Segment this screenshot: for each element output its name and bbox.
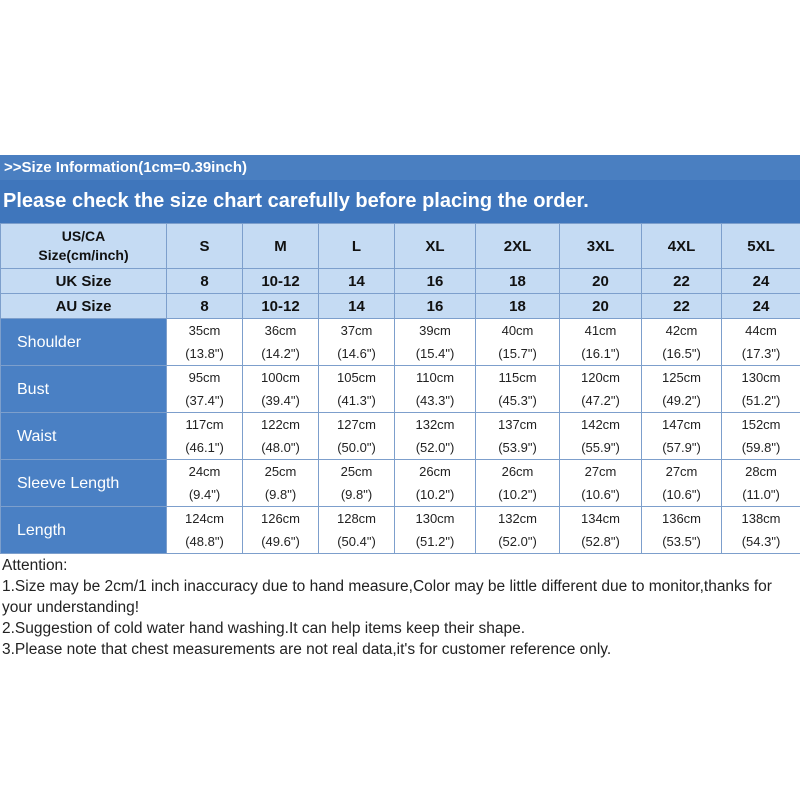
- inch-value: (47.2"): [581, 393, 620, 408]
- measurement-cell: [319, 366, 395, 413]
- measurement-cell: [319, 319, 395, 366]
- uk-size-value: 20: [560, 269, 642, 294]
- size-header: M: [243, 224, 319, 269]
- measurement-label: Length: [1, 507, 167, 554]
- cm-value: 122cm: [260, 417, 301, 432]
- measurement-row: [1, 460, 800, 507]
- cm-value: 124cm: [184, 511, 225, 526]
- inch-value: (52.8"): [581, 534, 620, 549]
- measurement-cell: [560, 507, 642, 554]
- inch-value: (14.2"): [261, 346, 300, 361]
- cm-value: 127cm: [336, 417, 377, 432]
- size-header: L: [319, 224, 395, 269]
- measurement-cell: [476, 507, 560, 554]
- cm-value: 39cm: [419, 323, 451, 338]
- size-info-banner: >>Size Information(1cm=0.39inch): [0, 155, 800, 180]
- measurement-cell: [642, 366, 722, 413]
- us-ca-label: US/CA: [61, 228, 106, 244]
- uk-size-value: 16: [395, 269, 476, 294]
- inch-value: (9.8"): [264, 487, 297, 502]
- measurement-row: [1, 319, 800, 366]
- inch-value: (51.2"): [741, 393, 781, 408]
- inch-value: (49.2"): [662, 393, 701, 408]
- size-header: S: [167, 224, 243, 269]
- au-size-label: AU Size: [1, 294, 167, 319]
- measurement-label: Shoulder: [1, 319, 167, 366]
- measurement-cell: [395, 319, 476, 366]
- measurement-cell: [560, 319, 642, 366]
- cm-value: 110cm: [415, 370, 455, 385]
- inch-value: (9.8"): [340, 487, 373, 502]
- cm-value: 42cm: [665, 323, 698, 338]
- inch-value: (48.0"): [261, 440, 300, 455]
- measurement-cell: [243, 413, 319, 460]
- cm-value: 26cm: [501, 464, 534, 479]
- cm-value: 126cm: [260, 511, 301, 526]
- inch-value: (55.9"): [581, 440, 620, 455]
- inch-value: (50.0"): [337, 440, 376, 455]
- uk-size-value: 24: [722, 269, 800, 294]
- cm-value: 152cm: [741, 417, 781, 432]
- cm-value: 40cm: [501, 323, 534, 338]
- cm-value: 130cm: [415, 511, 455, 526]
- uk-size-value: 22: [642, 269, 722, 294]
- measurement-cell: [319, 413, 395, 460]
- inch-value: (54.3"): [741, 534, 781, 549]
- uk-size-value: 18: [476, 269, 560, 294]
- measurement-cell: [722, 319, 800, 366]
- uk-size-value: 8: [167, 269, 243, 294]
- au-size-value: 22: [642, 294, 722, 319]
- cm-value: 137cm: [497, 417, 538, 432]
- measurement-cell: [395, 413, 476, 460]
- inch-value: (51.2"): [415, 534, 455, 549]
- measurement-cell: [476, 366, 560, 413]
- inch-value: (50.4"): [337, 534, 376, 549]
- measurement-cell: [476, 319, 560, 366]
- inch-value: (10.2"): [498, 487, 537, 502]
- cm-value: 147cm: [661, 417, 702, 432]
- inch-value: (10.6"): [581, 487, 620, 502]
- note-item: 3.Please note that chest measurements are not real data,it's for customer reference only.: [2, 641, 612, 658]
- cm-value: 27cm: [665, 464, 698, 479]
- inch-value: (46.1"): [185, 440, 224, 455]
- cm-value: 142cm: [580, 417, 621, 432]
- inch-value: (59.8"): [741, 440, 781, 455]
- cm-value: 136cm: [661, 511, 702, 526]
- size-header: XL: [395, 224, 476, 269]
- measurement-cell: [560, 460, 642, 507]
- measurement-label: Sleeve Length: [1, 460, 167, 507]
- inch-value: (15.7"): [498, 346, 537, 361]
- cm-value: 28cm: [745, 464, 777, 479]
- measurement-cell: [722, 366, 800, 413]
- cm-value: 120cm: [580, 370, 621, 385]
- inch-value: (15.4"): [415, 346, 455, 361]
- inch-value: (57.9"): [662, 440, 701, 455]
- inch-value: (53.5"): [662, 534, 701, 549]
- inch-value: (43.3"): [415, 393, 455, 408]
- uk-size-value: 14: [319, 269, 395, 294]
- measurement-cell: [243, 319, 319, 366]
- uk-size-row: [1, 269, 800, 294]
- inch-value: (37.4"): [185, 393, 224, 408]
- size-label-cell: [1, 224, 167, 269]
- size-header: 3XL: [560, 224, 642, 269]
- inch-value: (16.1"): [581, 346, 620, 361]
- measurement-cell: [243, 366, 319, 413]
- size-header: 5XL: [722, 224, 800, 269]
- inch-value: (49.6"): [261, 534, 300, 549]
- measurement-cell: [243, 460, 319, 507]
- measurement-cell: [642, 413, 722, 460]
- au-size-value: 18: [476, 294, 560, 319]
- measurement-cell: [476, 413, 560, 460]
- measurement-row: [1, 366, 800, 413]
- cm-value: 26cm: [419, 464, 451, 479]
- au-size-row: [1, 294, 800, 319]
- cm-value: 105cm: [336, 370, 377, 385]
- cm-value: 134cm: [580, 511, 621, 526]
- measurement-cell: [722, 413, 800, 460]
- attention-title: Attention:: [2, 557, 68, 574]
- check-size-banner: Please check the size chart carefully before placing the order.: [0, 180, 800, 223]
- note-item: 2.Suggestion of cold water hand washing.It can help items keep their shape.: [2, 620, 526, 637]
- inch-value: (16.5"): [662, 346, 701, 361]
- measurement-row: [1, 507, 800, 554]
- inch-value: (39.4"): [261, 393, 300, 408]
- note-item: 1.Size may be 2cm/1 inch inaccuracy due to hand measure,Color may be little different due to monitor,thanks for your understanding!: [2, 578, 772, 616]
- header-row: [1, 224, 800, 269]
- cm-value: 25cm: [264, 464, 297, 479]
- au-size-value: 8: [167, 294, 243, 319]
- measurement-label: Bust: [1, 366, 167, 413]
- cm-value: 125cm: [661, 370, 702, 385]
- size-chart: [0, 155, 800, 660]
- au-size-value: 10-12: [243, 294, 319, 319]
- au-size-value: 20: [560, 294, 642, 319]
- inch-value: (10.2"): [415, 487, 455, 502]
- measurement-cell: [167, 507, 243, 554]
- cm-value: 35cm: [188, 323, 221, 338]
- cm-value: 25cm: [340, 464, 373, 479]
- measurement-cell: [395, 507, 476, 554]
- measurement-cell: [722, 460, 800, 507]
- measurement-cell: [319, 507, 395, 554]
- cm-value: 128cm: [336, 511, 377, 526]
- inch-value: (13.8"): [185, 346, 224, 361]
- au-size-value: 16: [395, 294, 476, 319]
- cm-value: 24cm: [188, 464, 221, 479]
- inch-value: (11.0"): [742, 487, 780, 502]
- uk-size-label: UK Size: [1, 269, 167, 294]
- inch-value: (48.8"): [185, 534, 224, 549]
- size-table: [0, 223, 800, 554]
- inch-value: (52.0"): [415, 440, 455, 455]
- inch-value: (14.6"): [337, 346, 376, 361]
- inch-value: (52.0"): [498, 534, 537, 549]
- attention-notes: [0, 555, 800, 660]
- cm-value: 138cm: [741, 511, 781, 526]
- measurement-cell: [560, 413, 642, 460]
- measurement-cell: [642, 460, 722, 507]
- inch-value: (41.3"): [337, 393, 376, 408]
- cm-value: 130cm: [741, 370, 781, 385]
- measurement-cell: [642, 319, 722, 366]
- measurement-cell: [722, 507, 800, 554]
- measurement-cell: [642, 507, 722, 554]
- cm-value: 100cm: [260, 370, 301, 385]
- cm-value: 41cm: [584, 323, 617, 338]
- inch-value: (10.6"): [662, 487, 701, 502]
- measurement-cell: [395, 366, 476, 413]
- cm-value: 37cm: [340, 323, 373, 338]
- measurement-cell: [167, 366, 243, 413]
- cm-value: 95cm: [188, 370, 221, 385]
- size-unit-label: Size(cm/inch): [38, 247, 129, 263]
- measurement-label: Waist: [1, 413, 167, 460]
- cm-value: 27cm: [584, 464, 617, 479]
- measurement-cell: [560, 366, 642, 413]
- au-size-value: 24: [722, 294, 800, 319]
- measurement-cell: [395, 460, 476, 507]
- au-size-value: 14: [319, 294, 395, 319]
- measurement-cell: [167, 319, 243, 366]
- inch-value: (53.9"): [498, 440, 537, 455]
- inch-value: (17.3"): [741, 346, 781, 361]
- uk-size-value: 10-12: [243, 269, 319, 294]
- measurement-cell: [243, 507, 319, 554]
- inch-value: (9.4"): [188, 487, 221, 502]
- cm-value: 117cm: [185, 417, 224, 432]
- measurement-cell: [319, 460, 395, 507]
- size-header: 2XL: [476, 224, 560, 269]
- measurement-row: [1, 413, 800, 460]
- cm-value: 132cm: [497, 511, 538, 526]
- cm-value: 132cm: [415, 417, 455, 432]
- inch-value: (45.3"): [498, 393, 537, 408]
- measurement-cell: [476, 460, 560, 507]
- measurement-cell: [167, 460, 243, 507]
- measurement-cell: [167, 413, 243, 460]
- cm-value: 44cm: [745, 323, 777, 338]
- cm-value: 36cm: [264, 323, 297, 338]
- cm-value: 115cm: [498, 370, 537, 385]
- size-header: 4XL: [642, 224, 722, 269]
